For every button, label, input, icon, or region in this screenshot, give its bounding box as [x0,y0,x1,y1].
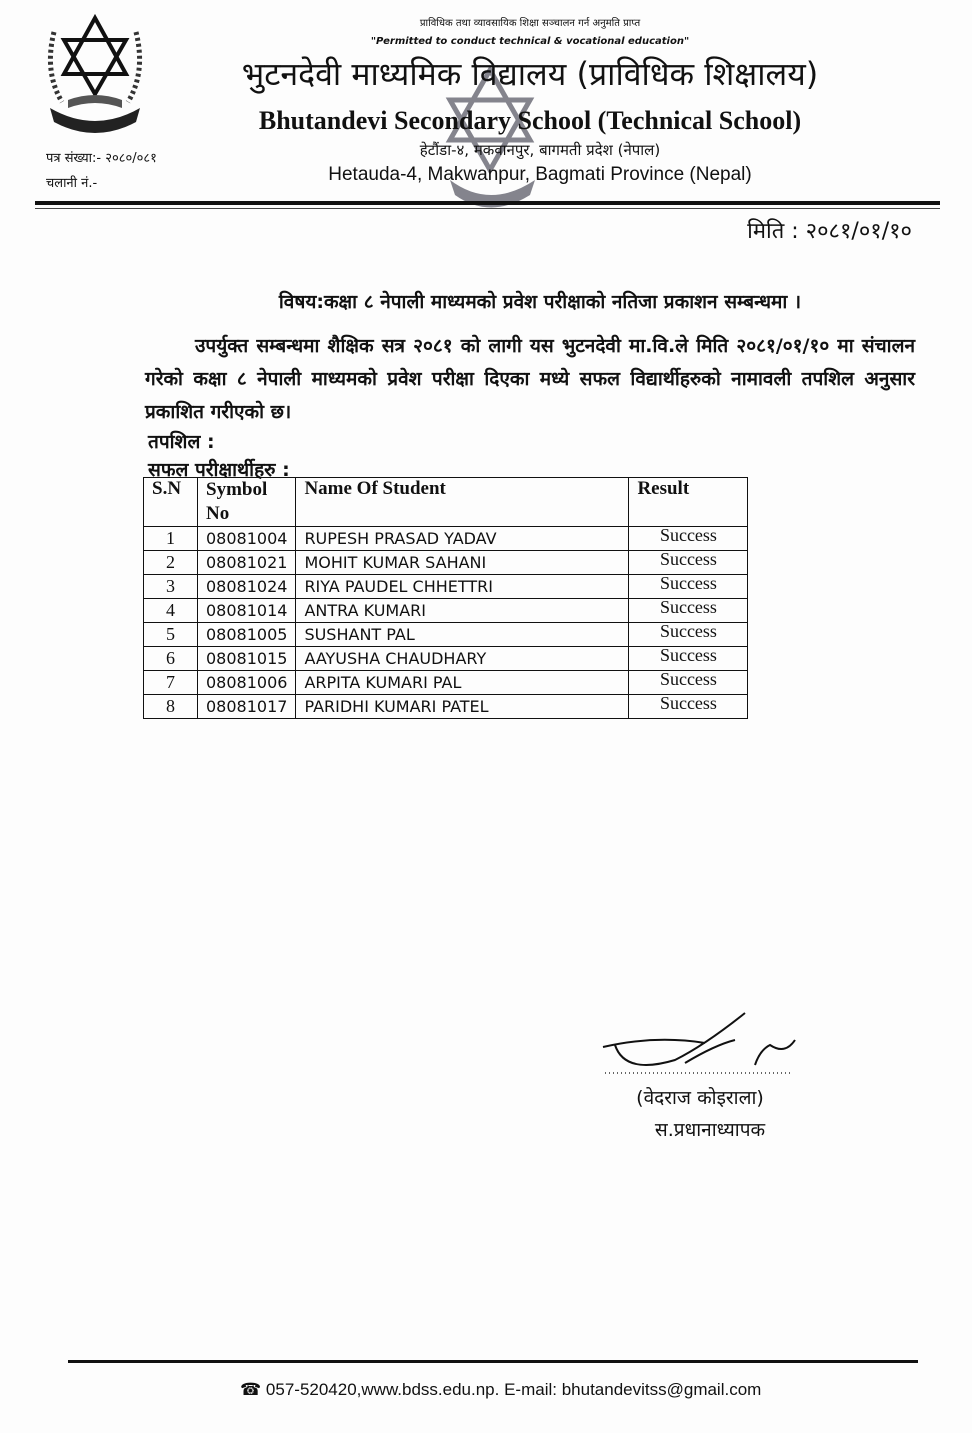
cell-sn: 2 [144,551,198,575]
cell-sn: 7 [144,671,198,695]
body-paragraph: उपर्युक्त सम्बन्धमा शैक्षिक सत्र २०८१ को लागी यस भुटनदेवी मा.वि.ले मिति २०८१/०१/१० मा संचालन गरेको कक्षा ८ नेपाली माध्यमको प्रवेश परीक्षा दिएका मध्ये सफल विद्यार्थीहरुको नामावली तपशिल अनुसार प्रकाशित गरीएको छ। [145,335,915,423]
address-np: हेटौंडा-४, मकवानपुर, बागमती प्रदेश (नेपाल) [419,141,661,159]
cell-student-name: ANTRA KUMARI [296,599,629,623]
cell-student-name: RIYA PAUDEL CHHETTRI [296,575,629,599]
footer-contact-line [240,1380,860,1400]
cell-sn: 3 [144,575,198,599]
cell-sn: 8 [144,695,198,719]
cell-symbol-no: 08081021 [198,551,296,575]
table-row [144,527,748,551]
header-rule [35,201,940,205]
cell-student-name: MOHIT KUMAR SAHANI [296,551,629,575]
cell-sn: 1 [144,527,198,551]
cell-sn: 4 [144,599,198,623]
signatory-title: स.प्रधानाध्यापक [654,1119,766,1141]
cell-result: Success [629,623,748,647]
dispatch-number: चलानी नं.- [46,176,98,191]
cell-symbol-no: 08081005 [198,623,296,647]
table-row [144,647,748,671]
footer-contact: 057-520420,www.bdss.edu.np. E-mail: bhutandevitss@gmail.com [265,1380,762,1399]
cell-result: Success [629,671,748,695]
cell-result: Success [629,551,748,575]
cell-student-name: SUSHANT PAL [296,623,629,647]
subject-line: विषय:कक्षा ८ नेपाली माध्यमको प्रवेश परीक्षाको नतिजा प्रकाशन सम्बन्धमा । [278,291,802,313]
cell-symbol-no: 08081017 [198,695,296,719]
footer-rule [68,1360,918,1363]
cell-result: Success [629,647,748,671]
header-top-line-en: "Permitted to conduct technical & vocational education" [370,36,690,47]
cell-student-name: RUPESH PRASAD YADAV [296,527,629,551]
cell-result: Success [629,575,748,599]
cell-result: Success [629,695,748,719]
header-symbol-no: Symbol No [198,478,296,527]
cell-symbol-no: 08081006 [198,671,296,695]
table-row [144,551,748,575]
reference-number: पत्र संख्या:- २०८०/०८१ [46,151,157,166]
header-sn: S.N [144,478,198,527]
cell-symbol-no: 08081024 [198,575,296,599]
header-rule-thin [35,208,940,209]
signature [595,1005,805,1080]
details-label: तपशिल : [148,431,215,453]
cell-student-name: PARIDHI KUMARI PATEL [296,695,629,719]
table-row [144,623,748,647]
table-row [144,671,748,695]
table-row [144,599,748,623]
header-result: Result [629,478,748,527]
signatory-name: (वेदराज कोइराला) [636,1087,764,1109]
school-title-np: भुटनदेवी माध्यमिक विद्यालय (प्राविधिक शिक्षालय) [241,55,819,93]
cell-result: Success [629,599,748,623]
school-logo [40,12,150,142]
cell-symbol-no: 08081014 [198,599,296,623]
table-header-row [144,478,748,527]
cell-symbol-no: 08081015 [198,647,296,671]
cell-sn: 6 [144,647,198,671]
school-title-en: Bhutandevi Secondary School (Technical School) [258,106,802,135]
cell-student-name: ARPITA KUMARI PAL [296,671,629,695]
cell-student-name: AAYUSHA CHAUDHARY [296,647,629,671]
address-en: Hetauda-4, Makwanpur, Bagmati Province (Nepal) [328,164,752,185]
phone-icon: ☎ [240,1380,262,1399]
table-row [144,695,748,719]
cell-result: Success [629,527,748,551]
cell-sn: 5 [144,623,198,647]
table-row [144,575,748,599]
letter-date: मिति : २०८१/०१/१० [747,219,912,244]
passed-label: सफल परीक्षार्थीहरु : [148,459,290,481]
results-table [143,477,748,719]
cell-symbol-no: 08081004 [198,527,296,551]
header-student-name: Name Of Student [296,478,629,527]
header-top-line-np: प्राविधिक तथा व्यावसायिक शिक्षा सञ्चालन गर्न अनुमति प्राप्त [419,18,641,29]
